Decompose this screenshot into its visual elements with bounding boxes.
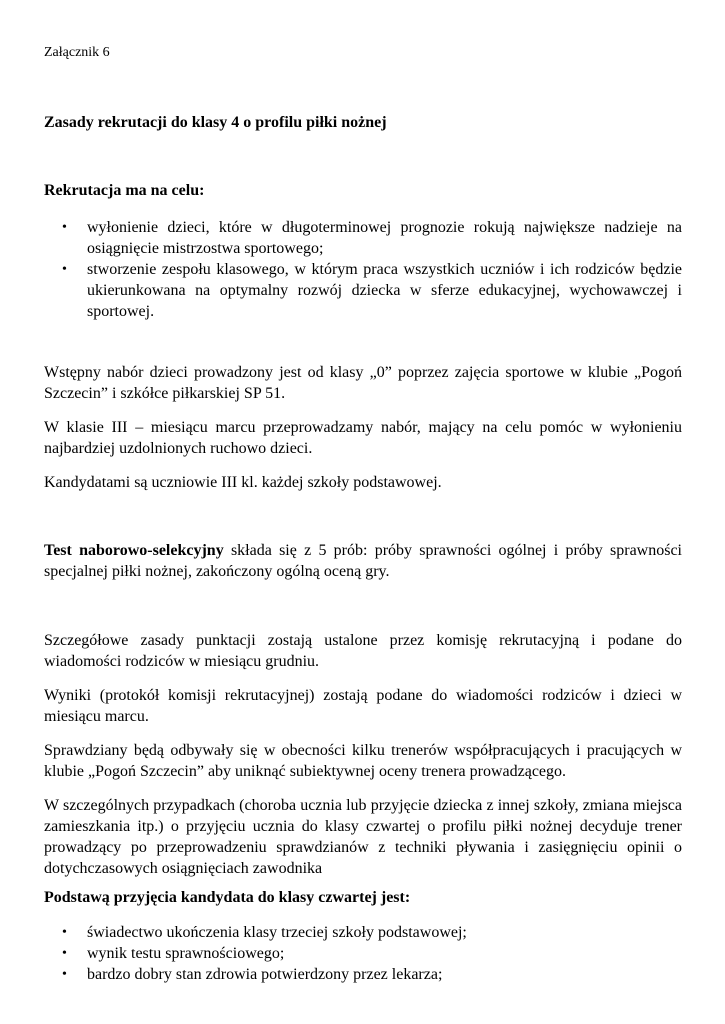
document-title: Zasady rekrutacji do klasy 4 o profilu piłki nożnej: [44, 114, 387, 131]
bullet-icon: •: [62, 946, 67, 961]
list-item: [44, 922, 682, 943]
paragraph-candidates: Kandydatami są uczniowie III kl. każdej szkoły podstawowej.: [44, 474, 442, 491]
goals-item-text: stworzenie zespołu klasowego, w którym praca wszystkich uczniów i ich rodziców będzie ukierunkowana na optymalny rozwój dziecka w sferze edukacyjnej, wychowawczej i sportowej.: [87, 261, 682, 320]
paragraph-class-three-recruitment: W klasie III – miesiącu marcu przeprowadzamy nabór, mający na celu pomóc w wyłonieniu najbardziej uzdolnionych ruchowo dzieci.: [44, 419, 682, 457]
annex-label: Załącznik 6: [44, 45, 110, 60]
bullet-icon: •: [62, 967, 67, 982]
goals-item-text: wyłonienie dzieci, które w długoterminowej prognozie rokują największe nadzieje na osiągnięcie mistrzostwa sportowego;: [87, 219, 682, 257]
list-item: [44, 943, 682, 964]
goals-heading: Rekrutacja ma na celu:: [44, 182, 205, 199]
bullet-icon: •: [62, 262, 67, 277]
selection-test-description: składa się z 5 prób: próby sprawności ogólnej i próby sprawności specjalnej piłki nożnej, zakończony ogólną oceną gry.: [44, 542, 682, 580]
paragraph-preliminary-recruitment: Wstępny nabór dzieci prowadzony jest od klasy „0” poprzez zajęcia sportowe w klubie „Pogoń Szczecin” i szkółce piłkarskiej SP 51.: [44, 364, 682, 402]
bullet-icon: •: [62, 220, 67, 235]
selection-test-term: Test naborowo-selekcyjny: [44, 542, 224, 559]
bullet-icon: •: [62, 925, 67, 940]
paragraph-selection-test: [44, 540, 682, 582]
list-item: [44, 964, 682, 985]
paragraph-scoring-rules: Szczegółowe zasady punktacji zostają ustalone przez komisję rekrutacyjną i podane do wiadomości rodziców w miesiącu grudniu.: [44, 632, 682, 670]
admission-list: [44, 922, 682, 985]
goals-list: [44, 217, 682, 322]
paragraph-results: Wyniki (protokół komisji rekrutacyjnej) zostają podane do wiadomości rodziców i dzieci w miesiącu marcu.: [44, 687, 682, 725]
paragraph-tests-supervision: Sprawdziany będą odbywały się w obecności kilku trenerów współpracujących i pracujących w klubie „Pogoń Szczecin” aby uniknąć subiektywnej oceny trenera prowadzącego.: [44, 742, 682, 780]
list-item: [44, 217, 682, 259]
admission-item-text: bardzo dobry stan zdrowia potwierdzony przez lekarza;: [87, 966, 443, 983]
admission-item-text: wynik testu sprawnościowego;: [87, 945, 285, 962]
list-item: [44, 259, 682, 322]
admission-item-text: świadectwo ukończenia klasy trzeciej szkoły podstawowej;: [87, 924, 467, 941]
admission-heading: Podstawą przyjęcia kandydata do klasy czwartej jest:: [44, 889, 411, 906]
paragraph-special-cases: W szczególnych przypadkach (choroba ucznia lub przyjęcie dziecka z innej szkoły, zmiana miejsca zamieszkania itp.) o przyjęciu ucznia do klasy czwartej o profilu piłki nożnej decyduje trener prowadzący po przeprowadzeniu sprawdzianów z techniki pływania i zasięgnięciu opinii o dotychczasowych osiągnięciach zawodnika: [44, 797, 682, 877]
